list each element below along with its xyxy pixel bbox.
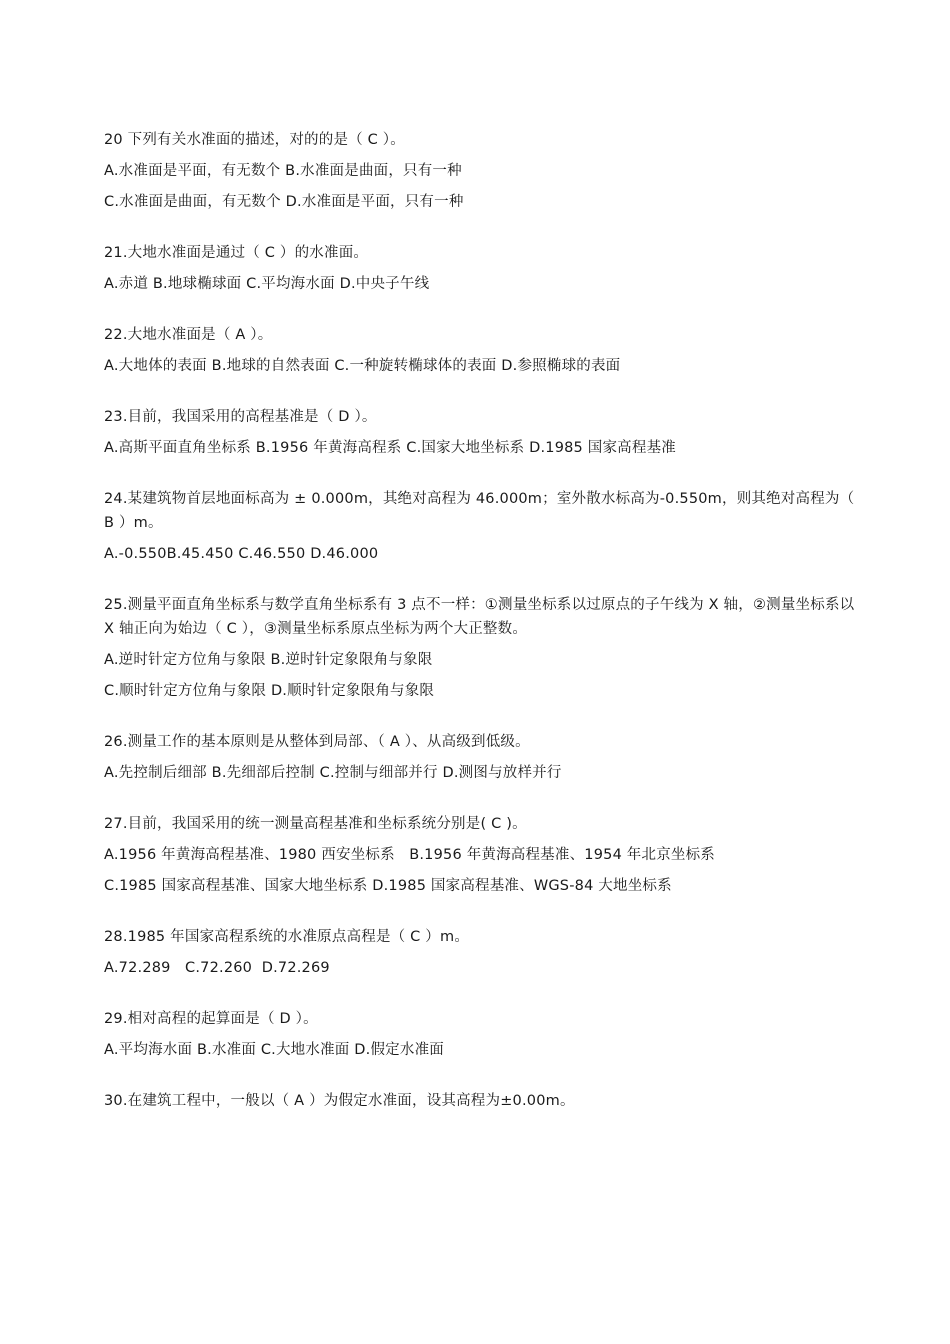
question-options: A.大地体的表面 B.地球的自然表面 C.一种旋转椭球体的表面 D.参照椭球的表面 [104, 358, 621, 374]
question-24 [104, 487, 864, 566]
question-title: 30.在建筑工程中，一般以（ A ）为假定水准面，设其高程为±0.00m。 [104, 1093, 575, 1109]
question-28 [104, 925, 864, 980]
question-title: 26.测量工作的基本原则是从整体到局部、（ A ）、从高级到低级。 [104, 734, 530, 750]
question-options: C.1985 国家高程基准、国家大地坐标系 D.1985 国家高程基准、WGS-84 大地坐标系 [104, 878, 672, 894]
question-title: 21.大地水准面是通过（ C ）的水准面。 [104, 245, 369, 261]
question-title: 27.目前，我国采用的统一测量高程基准和坐标系统分别是( C )。 [104, 816, 527, 832]
question-23 [104, 405, 864, 460]
question-options: A.1956 年黄海高程基准、1980 西安坐标系 B.1956 年黄海高程基准、1954 年北京坐标系 [104, 847, 715, 863]
question-options: C.顺时针定方位角与象限 D.顺时针定象限角与象限 [104, 683, 435, 699]
question-title: 20 下列有关水准面的描述，对的的是（ C ）。 [104, 132, 405, 148]
question-options: A.平均海水面 B.水准面 C.大地水准面 D.假定水准面 [104, 1042, 444, 1058]
question-22 [104, 323, 864, 378]
question-options: C.水准面是曲面，有无数个 D.水准面是平面，只有一种 [104, 194, 464, 210]
question-27 [104, 812, 864, 898]
question-25 [104, 593, 864, 703]
question-21 [104, 241, 864, 296]
question-options: A.72.289 C.72.260 D.72.269 [104, 960, 330, 976]
question-30 [104, 1089, 864, 1113]
question-20 [104, 128, 864, 214]
question-29 [104, 1007, 864, 1062]
question-options: A.高斯平面直角坐标系 B.1956 年黄海高程系 C.国家大地坐标系 D.1985 国家高程基准 [104, 440, 676, 456]
question-options: A.赤道 B.地球椭球面 C.平均海水面 D.中央子午线 [104, 276, 430, 292]
question-title: 23.目前，我国采用的高程基准是（ D ）。 [104, 409, 377, 425]
question-title: 24.某建筑物首层地面标高为 ± 0.000m，其绝对高程为 46.000m；室外散水标高为-0.550m，则其绝对高程为（ B ）m。 [104, 491, 855, 531]
question-title: 29.相对高程的起算面是（ D ）。 [104, 1011, 318, 1027]
question-title: 25.测量平面直角坐标系与数学直角坐标系有 3 点不一样：①测量坐标系以过原点的子午线为 X 轴，②测量坐标系以 X 轴正向为始边（ C ），③测量坐标系原点坐标为两个大正整数。 [104, 597, 855, 637]
question-title: 22.大地水准面是（ A ）。 [104, 327, 273, 343]
question-options: A.逆时针定方位角与象限 B.逆时针定象限角与象限 [104, 652, 433, 668]
question-title: 28.1985 年国家高程系统的水准原点高程是（ C ）m。 [104, 929, 470, 945]
question-options: A.-0.550B.45.450 C.46.550 D.46.000 [104, 546, 379, 562]
question-options: A.先控制后细部 B.先细部后控制 C.控制与细部并行 D.测图与放样并行 [104, 765, 562, 781]
question-26 [104, 730, 864, 785]
question-list [104, 128, 864, 1140]
question-options: A.水准面是平面，有无数个 B.水准面是曲面，只有一种 [104, 163, 462, 179]
